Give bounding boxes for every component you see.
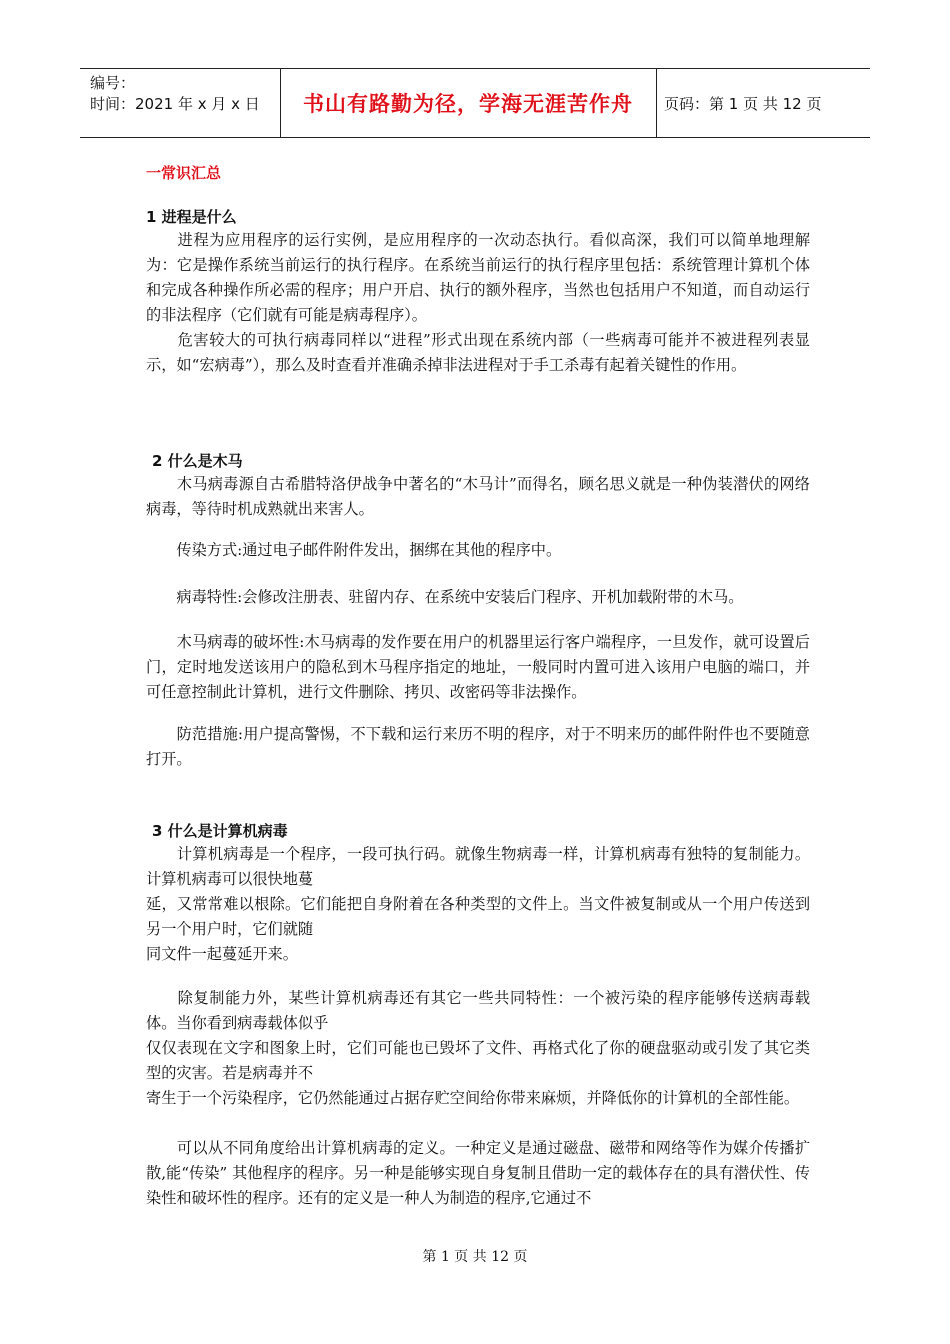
paragraph: 危害较大的可执行病毒同样以“进程”形式出现在系统内部（一些病毒可能并不被进程列表显示，如“宏病毒”），那么及时查看并准确杀掉非法进程对于手工杀毒有起着关键性的作用。: [146, 331, 810, 374]
paragraph: 除复制能力外，某些计算机病毒还有其它一些共同特性：一个被污染的程序能够传送病毒载体。当你看到病毒载体似乎: [146, 989, 810, 1032]
heading-q2: 2 什么是木马: [152, 452, 243, 470]
section-title: 一常识汇总: [146, 164, 222, 182]
paragraph: 传染方式:通过电子邮件附件发出，捆绑在其他的程序中。: [146, 541, 562, 559]
header-motto: 书山有路勤为径，学海无涯苦作舟: [303, 92, 633, 116]
heading-q1: 1 进程是什么: [146, 208, 237, 226]
paragraph: 病毒特性:会修改注册表、驻留内存、在系统中安装后门程序、开机加载附带的木马。: [146, 588, 744, 606]
paragraph: 寄生于一个污染程序，它仍然能通过占据存贮空间给你带来麻烦，并降低你的计算机的全部性能。: [146, 1089, 800, 1107]
paragraph: 木马病毒源自古希腊特洛伊战争中著名的“木马计”而得名，顾名思义就是一种伪装潜伏的网络病毒，等待时机成熟就出来害人。: [146, 475, 810, 518]
time-label: 时间：2021 年 x 月 x 日: [90, 95, 260, 113]
document-header: [80, 68, 870, 138]
paragraph: 进程为应用程序的运行实例，是应用程序的一次动态执行。看似高深，我们可以简单地理解为：它是操作系统当前运行的执行程序。在系统当前运行的执行程序里包括：系统管理计算机个体和完成各种操作所必需的程序；用户开启、执行的额外程序，当然也包括用户不知道，而自动运行的非法程序（它们就有可能是病毒程序）。: [146, 231, 810, 324]
header-page-code: 页码：第 1 页 共 12 页: [664, 94, 822, 113]
paragraph: 仅仅表现在文字和图象上时，它们可能也已毁坏了文件、再格式化了你的硬盘驱动或引发了其它类型的灾害。若是病毒并不: [146, 1039, 810, 1082]
paragraph: 同文件一起蔓延开来。: [146, 945, 298, 963]
paragraph: 防范措施:用户提高警惕，不下载和运行来历不明的程序，对于不明来历的邮件附件也不要随意打开。: [146, 725, 810, 768]
paragraph: 计算机病毒是一个程序，一段可执行码。就像生物病毒一样，计算机病毒有独特的复制能力。计算机病毒可以很快地蔓: [146, 845, 810, 888]
paragraph: 木马病毒的破坏性:木马病毒的发作要在用户的机器里运行客户端程序，一旦发作，就可设置后门，定时地发送该用户的隐私到木马程序指定的地址，一般同时内置可进入该用户电脑的端口，并可任意控制此计算机，进行文件删除、拷贝、改密码等非法操作。: [146, 633, 810, 701]
paragraph: 延，又常常难以根除。它们能把自身附着在各种类型的文件上。当文件被复制或从一个用户传送到另一个用户时，它们就随: [146, 895, 810, 938]
paragraph: 可以从不同角度给出计算机病毒的定义。一种定义是通过磁盘、磁带和网络等作为媒介传播扩散,能“传染” 其他程序的程序。另一种是能够实现自身复制且借助一定的载体存在的具有潜伏性、传染性和破坏性的程序。还有的定义是一种人为制造的程序,它通过不: [146, 1139, 810, 1207]
page-footer: 第 1 页 共 12 页: [422, 1249, 528, 1265]
header-divider: [656, 69, 657, 137]
serial-label: 编号：: [90, 74, 136, 92]
heading-q3: 3 什么是计算机病毒: [152, 822, 288, 840]
header-meta: [90, 73, 260, 115]
